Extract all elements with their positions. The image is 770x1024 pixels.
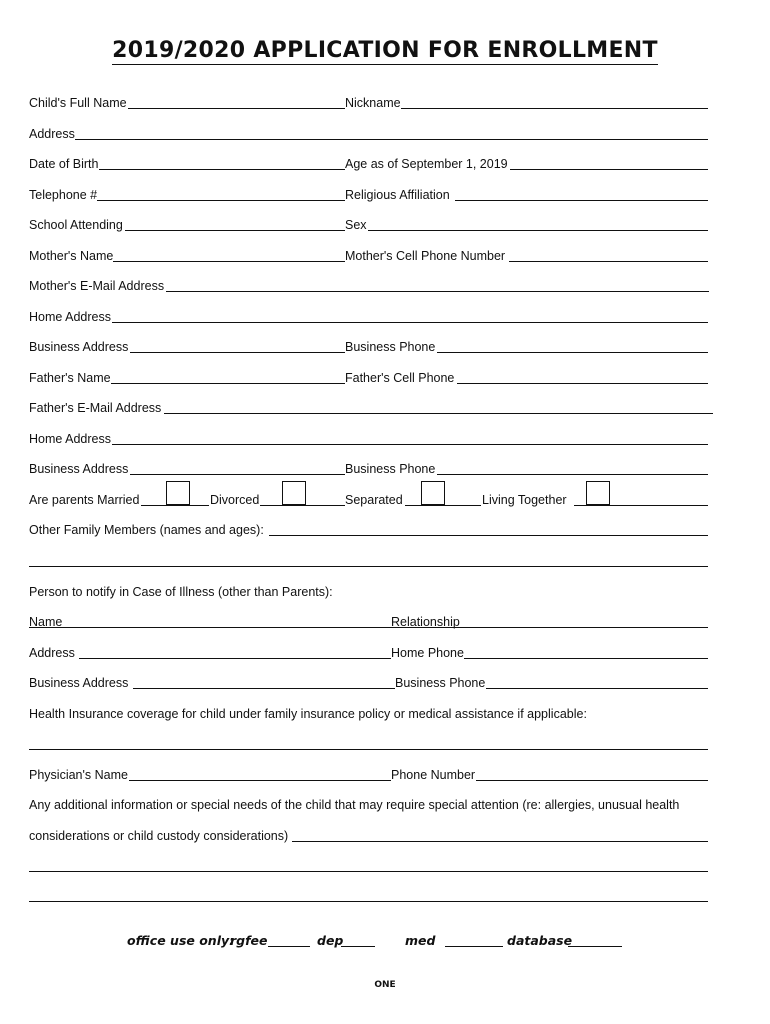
mother-business-phone-label: Business Phone bbox=[345, 340, 436, 354]
religious-affiliation-label: Religious Affiliation bbox=[345, 188, 450, 202]
address-field[interactable] bbox=[75, 126, 708, 140]
sex-field[interactable] bbox=[368, 217, 708, 231]
notify-address-field[interactable] bbox=[79, 645, 391, 659]
row-dob bbox=[0, 156, 770, 172]
separated-label: Separated bbox=[345, 493, 403, 507]
father-business-phone-field[interactable] bbox=[437, 461, 708, 475]
row-notify-address bbox=[0, 645, 770, 661]
mothers-cell-field[interactable] bbox=[509, 248, 708, 262]
office-med-label: med bbox=[405, 933, 436, 948]
row-mothers-name bbox=[0, 248, 770, 264]
age-field[interactable] bbox=[510, 156, 708, 170]
office-use-label: office use only: bbox=[127, 933, 235, 948]
fathers-cell-label: Father's Cell Phone bbox=[345, 371, 455, 385]
row-school bbox=[0, 217, 770, 233]
phone-number-field[interactable] bbox=[476, 767, 708, 781]
telephone-label: Telephone # bbox=[29, 188, 98, 202]
father-business-phone-label: Business Phone bbox=[345, 462, 436, 476]
row-telephone bbox=[0, 187, 770, 203]
office-med-field[interactable] bbox=[445, 946, 503, 947]
school-attending-field[interactable] bbox=[125, 217, 345, 231]
row-mother-home-address bbox=[0, 309, 770, 325]
row-additional-info-2 bbox=[0, 828, 770, 844]
row-notify-business bbox=[0, 675, 770, 691]
mother-home-address-label: Home Address bbox=[29, 310, 111, 324]
fathers-name-label: Father's Name bbox=[29, 371, 111, 385]
religious-affiliation-field[interactable] bbox=[455, 187, 708, 201]
father-business-address-field[interactable] bbox=[130, 461, 345, 475]
father-business-address-label: Business Address bbox=[29, 462, 129, 476]
row-father-home-address bbox=[0, 431, 770, 447]
physicians-name-field[interactable] bbox=[129, 767, 391, 781]
other-family-label: Other Family Members (names and ages): bbox=[29, 523, 264, 537]
row-notify-heading bbox=[0, 584, 770, 600]
notify-relationship-label: Relationship bbox=[391, 615, 460, 629]
child-full-name-field[interactable] bbox=[128, 95, 345, 109]
father-home-address-field[interactable] bbox=[112, 431, 708, 445]
notify-home-phone-field[interactable] bbox=[464, 645, 708, 659]
form-title: 2019/2020 APPLICATION FOR ENROLLMENT bbox=[112, 38, 658, 63]
notify-address-label: Address bbox=[29, 646, 75, 660]
additional-info-field-line-3[interactable] bbox=[29, 901, 708, 902]
row-mothers-email bbox=[0, 278, 770, 294]
additional-info-field-line-2[interactable] bbox=[29, 871, 708, 872]
telephone-field[interactable] bbox=[97, 187, 345, 201]
father-home-address-label: Home Address bbox=[29, 432, 111, 446]
fathers-cell-field[interactable] bbox=[457, 370, 708, 384]
notify-relationship-field[interactable] bbox=[391, 614, 708, 628]
parents-married-label: Are parents Married bbox=[29, 493, 140, 507]
other-family-field-line-2[interactable] bbox=[29, 566, 708, 567]
row-other-family bbox=[0, 522, 770, 538]
nickname-label: Nickname bbox=[345, 96, 401, 110]
mothers-email-label: Mother's E-Mail Address bbox=[29, 279, 165, 293]
notify-business-phone-label: Business Phone bbox=[395, 676, 486, 690]
notify-name-field[interactable] bbox=[29, 614, 391, 628]
phone-number-label: Phone Number bbox=[391, 768, 476, 782]
notify-heading: Person to notify in Case of Illness (other than Parents): bbox=[29, 585, 333, 599]
office-database-field[interactable] bbox=[568, 946, 622, 947]
notify-business-address-label: Business Address bbox=[29, 676, 129, 690]
school-attending-label: School Attending bbox=[29, 218, 123, 232]
row-physician bbox=[0, 767, 770, 783]
mother-business-address-field[interactable] bbox=[130, 339, 345, 353]
fathers-email-label: Father's E-Mail Address bbox=[29, 401, 162, 415]
physicians-name-label: Physician's Name bbox=[29, 768, 128, 782]
row-notify-name bbox=[0, 614, 770, 630]
divorced-checkbox[interactable] bbox=[282, 481, 306, 505]
notify-name-label: Name bbox=[29, 615, 63, 629]
office-rgfee-field[interactable] bbox=[268, 946, 310, 947]
child-full-name-label: Child's Full Name bbox=[29, 96, 127, 110]
other-family-field[interactable] bbox=[269, 522, 708, 536]
health-insurance-field[interactable] bbox=[29, 749, 708, 750]
mother-business-address-label: Business Address bbox=[29, 340, 129, 354]
mothers-email-field[interactable] bbox=[166, 278, 709, 292]
nickname-field[interactable] bbox=[401, 95, 708, 109]
office-dep-label: dep bbox=[317, 933, 344, 948]
row-child-name bbox=[0, 95, 770, 111]
office-dep-field[interactable] bbox=[341, 946, 375, 947]
age-label: Age as of September 1, 2019 bbox=[345, 157, 508, 171]
mother-home-address-field[interactable] bbox=[112, 309, 708, 323]
notify-business-address-field[interactable] bbox=[133, 675, 395, 689]
row-marital-status bbox=[0, 492, 770, 508]
date-of-birth-label: Date of Birth bbox=[29, 157, 99, 171]
mothers-cell-label: Mother's Cell Phone Number bbox=[345, 249, 506, 263]
office-database-label: database bbox=[507, 933, 573, 948]
separated-checkbox[interactable] bbox=[421, 481, 445, 505]
row-father-business bbox=[0, 461, 770, 477]
row-fathers-email bbox=[0, 400, 770, 416]
page-footer: ONE bbox=[374, 980, 396, 990]
divorced-label: Divorced bbox=[210, 493, 260, 507]
fathers-email-field[interactable] bbox=[164, 400, 713, 414]
living-together-checkbox[interactable] bbox=[586, 481, 610, 505]
notify-business-phone-field[interactable] bbox=[486, 675, 708, 689]
married-checkbox[interactable] bbox=[166, 481, 190, 505]
additional-info-field[interactable] bbox=[292, 828, 708, 842]
row-fathers-name bbox=[0, 370, 770, 386]
row-health-insurance bbox=[0, 706, 770, 722]
notify-home-phone-label: Home Phone bbox=[391, 646, 464, 660]
living-together-label: Living Together bbox=[482, 493, 567, 507]
date-of-birth-field[interactable] bbox=[99, 156, 345, 170]
row-address bbox=[0, 126, 770, 142]
additional-info-label-2: considerations or child custody considerations) bbox=[29, 829, 289, 843]
sex-label: Sex bbox=[345, 218, 367, 232]
additional-info-label-1: Any additional information or special needs of the child that may require special attention (re: allergies, unusual health bbox=[29, 798, 680, 812]
row-additional-info-1 bbox=[0, 797, 770, 813]
office-rgfee-label: rgfee bbox=[230, 933, 268, 948]
address-label: Address bbox=[29, 127, 75, 141]
mothers-name-field[interactable] bbox=[113, 248, 345, 262]
fathers-name-field[interactable] bbox=[111, 370, 345, 384]
health-insurance-label: Health Insurance coverage for child under family insurance policy or medical assistance if applicable: bbox=[29, 707, 587, 721]
mothers-name-label: Mother's Name bbox=[29, 249, 114, 263]
mother-business-phone-field[interactable] bbox=[437, 339, 708, 353]
row-mother-business bbox=[0, 339, 770, 355]
